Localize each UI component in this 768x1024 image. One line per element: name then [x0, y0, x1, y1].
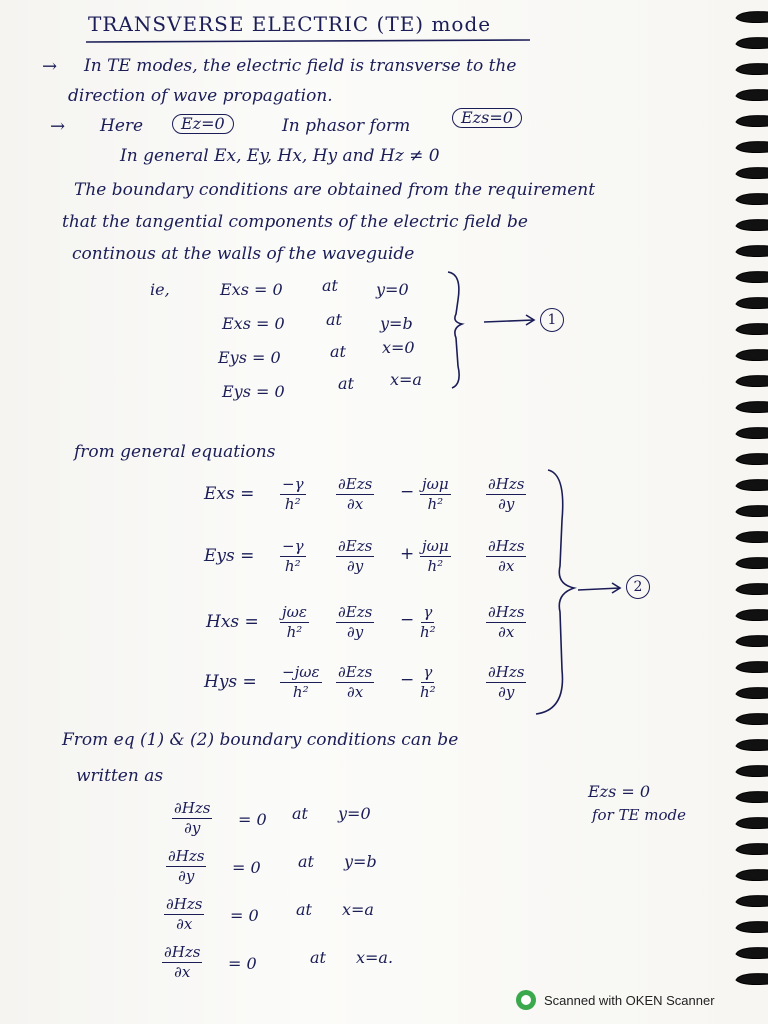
condition-at: at [326, 310, 342, 329]
condition-at: at [292, 804, 308, 823]
conclusion-line-1: From eq (1) & (2) boundary conditions can be [62, 730, 459, 750]
ez-boxed: Ez=0 [172, 114, 234, 134]
scanner-label: Scanned with OKEN Scanner [544, 992, 715, 1008]
coefficient-fraction-numerator: jωμ [422, 537, 449, 555]
equation-lhs: Hys = [204, 672, 257, 692]
condition-equals: = 0 [232, 858, 261, 877]
condition-at: at [338, 374, 354, 393]
derivative-fraction-denominator: ∂x [347, 682, 364, 701]
equation-ref-2: 2 [626, 575, 650, 599]
coefficient-fraction-denominator: h² [286, 622, 303, 641]
intro-line-2: direction of wave propagation. [68, 86, 333, 106]
derivative-fraction-numerator: ∂Ezs [338, 475, 373, 493]
condition-equals: = 0 [228, 954, 257, 973]
condition-equals: = 0 [238, 810, 267, 829]
phasor-label: In phasor form [282, 116, 411, 136]
coefficient-fraction-denominator: h² [427, 556, 444, 575]
condition-rhs: x=a [390, 370, 422, 389]
coefficient-fraction-denominator: h² [292, 682, 309, 701]
conclusion-line-2: written as [76, 766, 164, 786]
coefficient-fraction-denominator: h² [420, 622, 436, 641]
coefficient-fraction-numerator: −γ [282, 475, 304, 493]
derivative-fraction-numerator: ∂Hzs [488, 663, 525, 681]
derivative-fraction-numerator: ∂Ezs [338, 603, 373, 621]
derivative-fraction-denominator: ∂x [498, 556, 515, 575]
equation-lhs: Exs = [204, 484, 255, 504]
fraction-denominator: ∂x [176, 914, 193, 933]
bc-line-1: The boundary conditions are obtained from the requirement [74, 180, 596, 200]
bc-line-3: continous at the walls of the waveguide [72, 244, 415, 264]
derivative-fraction-denominator: ∂y [498, 682, 515, 701]
equation-operator: − [400, 670, 415, 690]
coefficient-fraction-numerator: γ [423, 663, 433, 681]
bc-line-2: that the tangential components of the electric field be [62, 212, 528, 232]
coefficient-fraction-numerator: −γ [282, 537, 304, 555]
ie-label: ie, [150, 280, 170, 299]
derivative-fraction-denominator: ∂x [498, 622, 515, 641]
condition-lhs: Eys = 0 [218, 348, 281, 367]
coefficient-fraction-numerator: γ [423, 603, 433, 621]
page-title: TRANSVERSE ELECTRIC (TE) mode [88, 12, 492, 36]
fraction-denominator: ∂y [184, 818, 201, 837]
equation-lhs: Hxs = [206, 612, 259, 632]
equation-lhs: Eys = [204, 546, 255, 566]
condition-equals: = 0 [230, 906, 259, 925]
condition-lhs: Exs = 0 [220, 280, 283, 299]
condition-rhs: x=a [342, 900, 374, 919]
equation-operator: − [400, 482, 415, 502]
condition-lhs: Eys = 0 [222, 382, 285, 401]
coefficient-fraction-numerator: −jωε [282, 663, 320, 681]
fraction-numerator: ∂Hzs [168, 847, 205, 865]
equation-operator: − [400, 610, 415, 630]
condition-at: at [296, 900, 312, 919]
coefficient-fraction-denominator: h² [284, 556, 301, 575]
derivative-fraction-numerator: ∂Hzs [488, 537, 525, 555]
bullet-arrow: → [50, 116, 66, 137]
equation-ref-1: 1 [540, 308, 564, 332]
bullet-arrow: → [42, 56, 58, 77]
general-line: In general Ex, Ey, Hx, Hy and Hz ≠ 0 [120, 146, 440, 166]
fraction-denominator: ∂x [174, 962, 191, 981]
derivative-fraction-denominator: ∂y [498, 494, 515, 513]
condition-at: at [322, 276, 338, 295]
condition-rhs: y=0 [338, 804, 371, 823]
fraction-numerator: ∂Hzs [174, 799, 211, 817]
coefficient-fraction-denominator: h² [284, 494, 301, 513]
equation-operator: + [400, 544, 415, 564]
fraction-numerator: ∂Hzs [164, 943, 201, 961]
derivative-fraction-numerator: ∂Ezs [338, 537, 373, 555]
derivative-fraction-denominator: ∂x [347, 494, 364, 513]
derivative-fraction-denominator: ∂y [347, 622, 364, 641]
condition-rhs: y=b [380, 314, 413, 333]
scanner-logo-icon [516, 990, 536, 1010]
condition-rhs: y=b [344, 852, 377, 871]
fraction-denominator: ∂y [178, 866, 195, 885]
general-equations-heading: from general equations [74, 442, 276, 462]
derivative-fraction-numerator: ∂Hzs [488, 603, 525, 621]
coefficient-fraction-denominator: h² [420, 682, 436, 701]
coefficient-fraction-numerator: jωε [282, 603, 307, 621]
here-label: Here [100, 116, 144, 136]
ezs-boxed: Ezs=0 [452, 108, 522, 128]
side-note-te-mode: for TE mode [592, 806, 686, 824]
derivative-fraction-numerator: ∂Hzs [488, 475, 525, 493]
intro-line-1: In TE modes, the electric field is transverse to the [84, 56, 517, 76]
condition-at: at [310, 948, 326, 967]
coefficient-fraction-numerator: jωμ [422, 475, 449, 493]
derivative-fraction-denominator: ∂y [347, 556, 364, 575]
fraction-numerator: ∂Hzs [166, 895, 203, 913]
condition-at: at [298, 852, 314, 871]
condition-at: at [330, 342, 346, 361]
condition-lhs: Exs = 0 [222, 314, 285, 333]
side-note-ezs: Ezs = 0 [588, 782, 651, 801]
coefficient-fraction-denominator: h² [427, 494, 444, 513]
derivative-fraction-numerator: ∂Ezs [338, 663, 373, 681]
condition-rhs: y=0 [376, 280, 409, 299]
condition-rhs: x=a. [356, 948, 394, 967]
scanner-watermark [516, 990, 715, 1010]
condition-rhs: x=0 [382, 338, 415, 357]
